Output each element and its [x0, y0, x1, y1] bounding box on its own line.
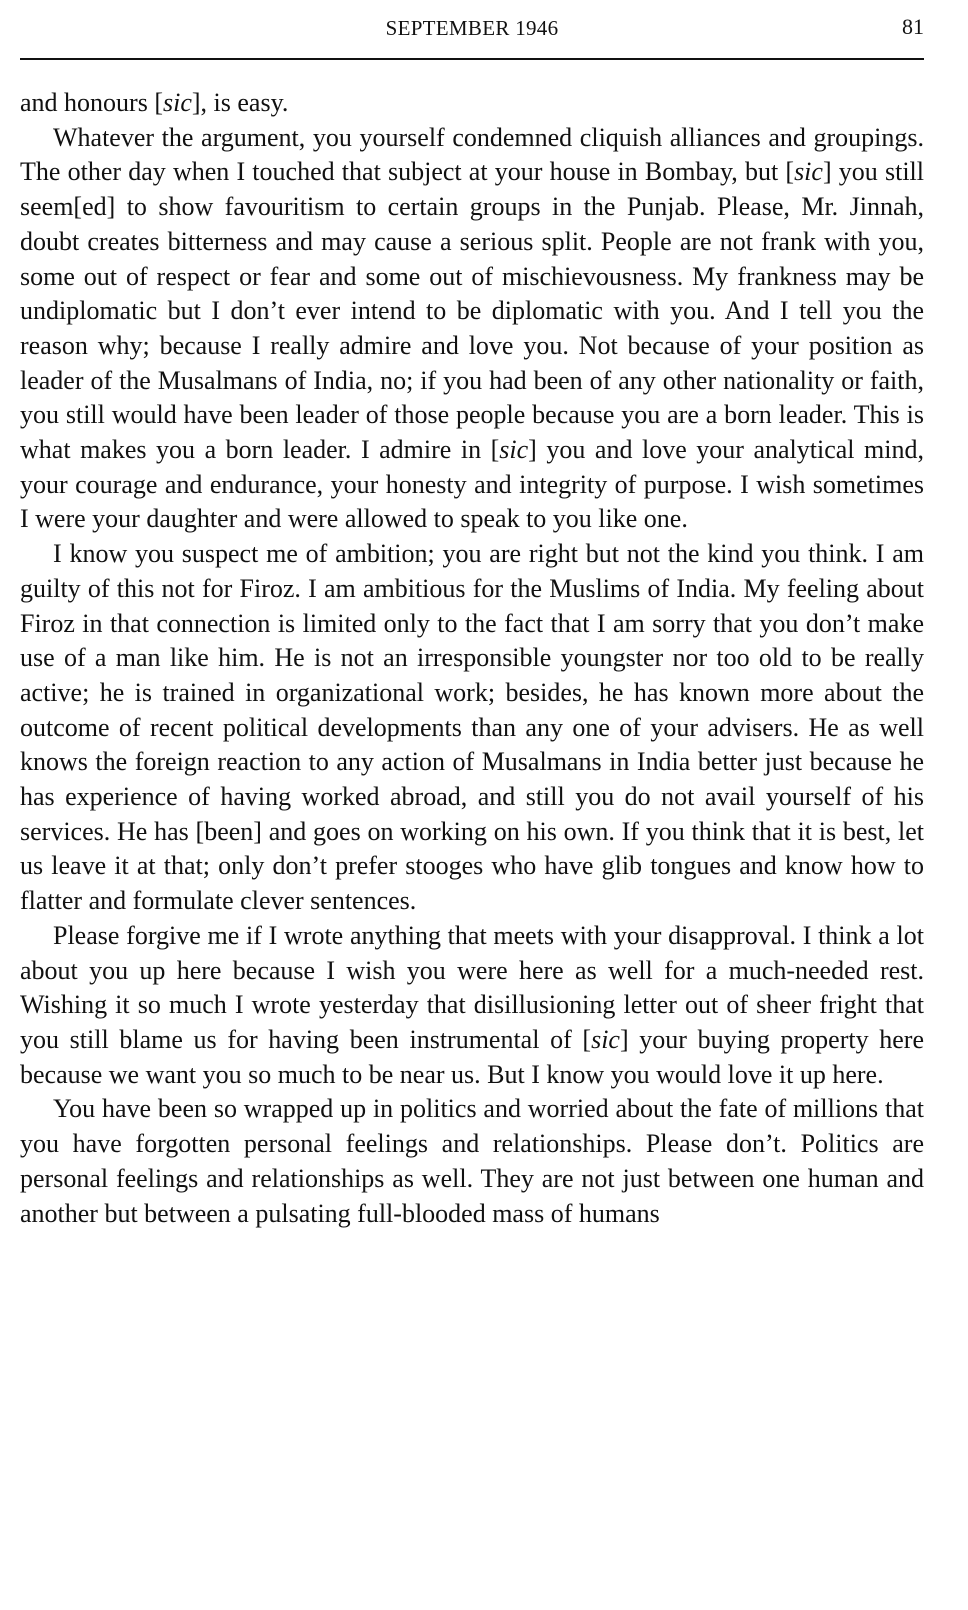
text-run: Whatever the argument, you yourself condemned cliquish alliances and groupings. The other day when I touched that subject at your house in Bombay, but [ [20, 122, 924, 187]
text-run: ] you and love your analytical mind, your courage and endurance, your honesty and integrity of purpose. I wish sometimes I were your daughter and were allowed to speak to you like one. [20, 435, 925, 534]
paragraph [20, 919, 924, 1093]
running-title: SEPTEMBER 1946 [385, 16, 559, 40]
text-run: ] your buying property here because we want you so much to be near us. But I know you would love it up here. [20, 1024, 925, 1089]
text-run: and honours [ [20, 88, 163, 117]
sic-annotation: sic [794, 157, 823, 187]
header-rule [20, 58, 924, 60]
paragraph [20, 86, 924, 121]
paragraph [20, 537, 924, 919]
sic-annotation: sic [499, 435, 529, 465]
sic-annotation: sic [591, 1024, 620, 1054]
body-text [20, 86, 924, 1231]
paragraph [20, 121, 924, 537]
text-run: You have been so wrapped up in politics and worried about the fate of millions that you have forgotten personal feelings and relationships. Please don’t. Politics are personal feelings and relationships as well. They are not just between one human and another but between a pulsating full-blooded mass of humans [20, 1094, 924, 1228]
text-run: ], is easy. [191, 88, 289, 117]
running-head [20, 14, 924, 48]
text-run: I know you suspect me of ambition; you are right but not the kind you think. I am guilty of this not for Firoz. I am ambitious for the Muslims of India. My feeling about Firoz in that connection is limited only to the fact that I am sorry that you don’t make use of a man like him. He is not an irresponsible youngster nor too old to be really active; he is trained in organizational work; besides, he has known more about the outcome of recent political developments than any one of your advisers. He as well knows the foreign reaction to any action of Musalmans in India better just because he has experience of having worked abroad, and still you do not avail yourself of his services. He has [been] and goes on working on his own. If you think that it is best, let us leave it at that; only don’t prefer stooges who have glib tongues and know how to flatter and formulate clever sentences. [20, 539, 924, 916]
paragraph [20, 1092, 924, 1231]
text-run: ] you still seem[ed] to show favouritism to certain groups in the Punjab. Please, Mr. Jinnah, doubt creates bitterness and may cause a serious split. People are not frank with you, some out of respect or fear and some out of mischievousness. My frankness may be undiplomatic but I don’t ever intend to be diplomatic with you. And I tell you the reason why; because I really admire and love you. Not because of your position as leader of the Musalmans of India, no; if you had been of any other nationality or faith, you still would have been leader of those people because you are a born leader. This is what makes you a born leader. I admire in [ [20, 157, 925, 465]
sic-annotation: sic [162, 88, 192, 117]
page-number: 81 [902, 14, 924, 39]
text-run: Please forgive me if I wrote anything that meets with your disapproval. I think a lot about you up here because I wish you were here as well for a much-needed rest. Wishing it so much I wrote yesterday that disillusioning letter out of sheer fright that you still blame us for having been instrumental of [ [20, 920, 924, 1054]
